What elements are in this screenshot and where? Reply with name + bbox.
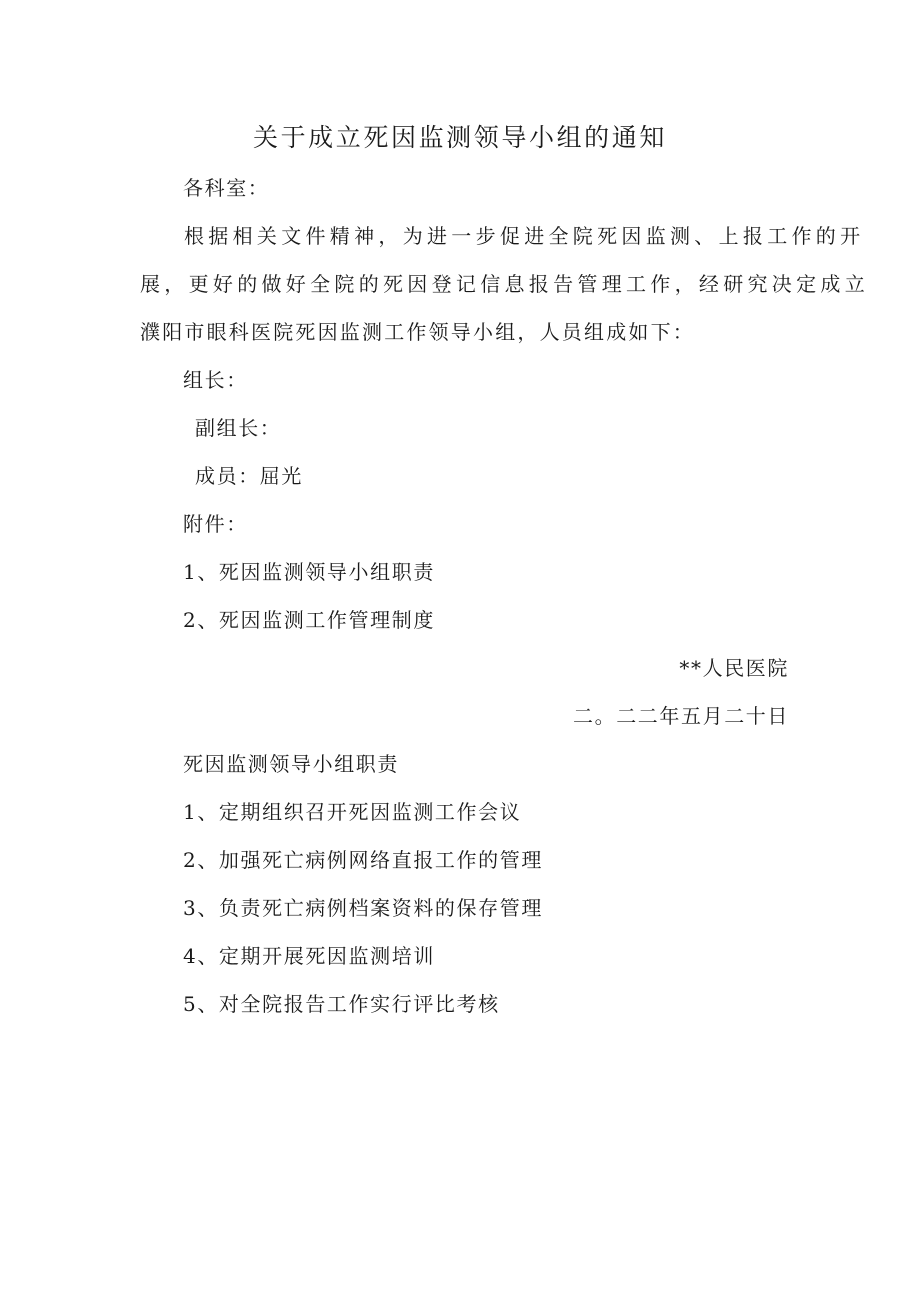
duty-item-2: 2、加强死亡病例网络直报工作的管理 (183, 848, 543, 872)
paragraph-line-2: 展，更好的做好全院的死因登记信息报告管理工作，经研究决定成立 (140, 272, 869, 296)
members-line: 成员：屈光 (195, 464, 303, 488)
deputy-leader-line: 副组长： (195, 416, 282, 440)
issue-date: 二。二二年五月二十日 (573, 704, 789, 728)
duty-item-1: 1、定期组织召开死因监测工作会议 (183, 800, 522, 824)
duty-item-3: 3、负责死亡病例档案资料的保存管理 (183, 896, 543, 920)
paragraph-line-1: 根据相关文件精神，为进一步促进全院死因监测、上报工作的开 (184, 224, 865, 248)
attachment-item-2: 2、死因监测工作管理制度 (183, 608, 435, 632)
leader-line: 组长： (183, 368, 248, 392)
paragraph-line-3: 濮阳市眼科医院死因监测工作领导小组，人员组成如下： (140, 320, 695, 344)
duties-heading: 死因监测领导小组职责 (183, 752, 399, 776)
duty-item-4: 4、定期开展死因监测培训 (183, 944, 435, 968)
salutation: 各科室： (183, 176, 270, 200)
duty-item-5: 5、对全院报告工作实行评比考核 (183, 992, 500, 1016)
attachment-item-1: 1、死因监测领导小组职责 (183, 560, 435, 584)
notice-title: 关于成立死因监测领导小组的通知 (252, 123, 667, 152)
attachments-label: 附件： (183, 512, 248, 536)
issuer: **人民医院 (679, 656, 789, 680)
